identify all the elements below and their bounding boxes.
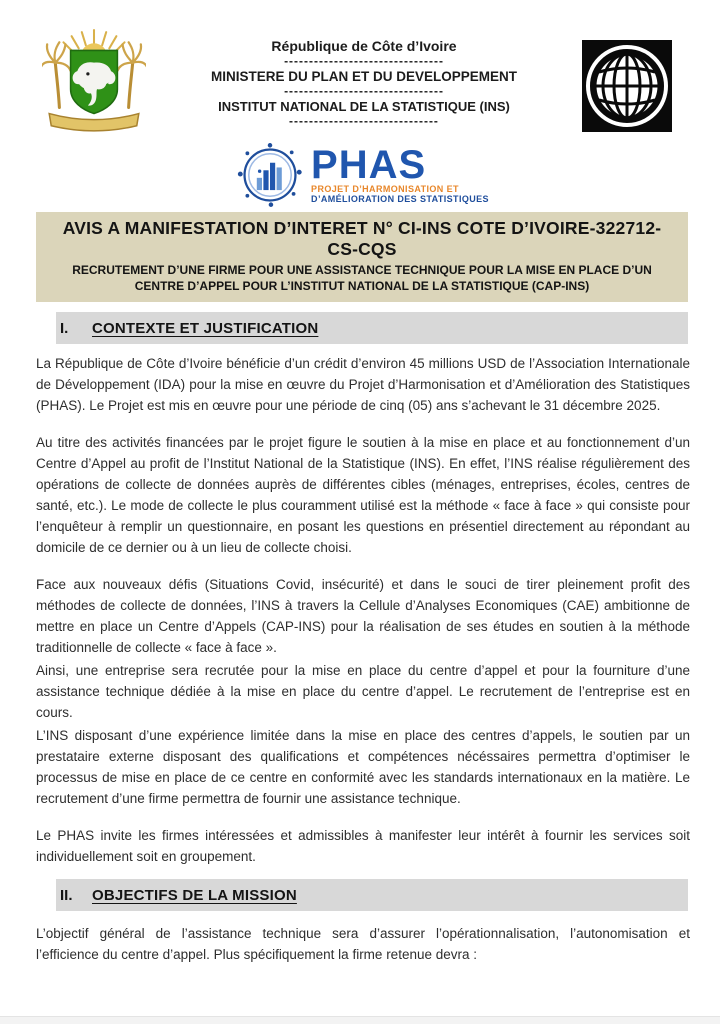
institute-title: INSTITUT NATIONAL DE LA STATISTIQUE (INS) (218, 99, 510, 114)
phas-tagline-line1: PROJET D’HARMONISATION ET (311, 183, 459, 194)
paragraph: Le PHAS invite les firmes intéressées et admissibles à manifester leur intérêt à fournir les services soit individuellement soit en groupement. (36, 828, 690, 864)
phas-logo (36, 140, 690, 210)
document-header (36, 26, 690, 138)
paragraph: Au titre des activités financées par le projet figure le soutien à la mise en place et au fonctionnement d’un Centre d’Appel au profit de l’Institut National de la Statistique (INS). En effet, l’INS réalise régulièrement des opérations de collecte de données auprès de différentes cibles (ménages, entreprises, écoles, centres de santé, etc.). Le mode de collecte le plus couramment utilisé est la méthode « face à face » qui consiste pour l’enquêteur à remplir un questionnaire, en posant les questions en présentiel directement au répondant au domicile de ce dernier ou à un lieu de collecte choisi. (36, 435, 690, 555)
section-heading-objectifs (56, 879, 688, 911)
paragraph: Face aux nouveaux défis (Situations Covid, insécurité) et dans le souci de tirer pleinement profit des méthodes de collecte de données, l’INS à travers la Cellule d’Analyses Economiques (CAE) ambitionne de mettre en place un Centre d’Appels (CAP-INS) pour la réalisation de ses études en soutien à la méthode traditionnelle de collecte « face à face ». (36, 577, 690, 655)
separator-dashes: ------------------------------ (289, 114, 439, 128)
notice-title-banner (36, 212, 688, 302)
phas-acronym: PHAS (311, 142, 427, 187)
phas-barchart-icon (237, 142, 303, 208)
paragraph: L’INS disposant d’une expérience limitée dans la mise en place des centres d’appels, le soutien par un prestataire externe disposant des qualifications et compétences nécéssaires permettra d’optimiser le processus de mise en place de ce centre en conformité avec les standards internationaux en la matière. Le recrutement d’une firme permettra de fournir une assistance technique. (36, 728, 690, 806)
cote-divoire-coat-of-arms-icon (42, 26, 146, 138)
notice-title: AVIS A MANIFESTATION D’INTERET N° CI-INS COTE D’IVOIRE-322712-CS-CQS (62, 218, 662, 259)
section-title: OBJECTIFS DE LA MISSION (92, 886, 297, 904)
section-objectifs-body (36, 923, 690, 965)
world-bank-globe-icon (582, 40, 672, 132)
section-number: II. (60, 886, 73, 904)
page-bottom-edge (0, 1016, 720, 1024)
section-title: CONTEXTE ET JUSTIFICATION (92, 319, 319, 337)
separator-dashes: -------------------------------- (284, 54, 444, 68)
paragraph: La République de Côte d’Ivoire bénéficie d’un crédit d’environ 45 millions USD de l’Association Internationale de Développement (IDA) pour la mise en œuvre du Projet d’Harmonisation et d’Amélioration des Statistiques (PHAS). Le Projet est mis en œuvre pour une période de cinq (05) ans s’achevant le 31 décembre 2025. (36, 356, 690, 413)
phas-wordmark (311, 142, 489, 204)
section-contexte-body (36, 353, 690, 867)
section-number: I. (60, 319, 69, 337)
ministry-title: MINISTERE DU PLAN ET DU DEVELOPPEMENT (210, 69, 518, 84)
paragraph: L’objectif général de l’assistance technique sera d’assurer l’opérationnalisation, l’autonomisation et l’efficience du centre d’appel. Plus spécifiquement la firme retenue devra : (36, 926, 690, 962)
notice-subtitle: RECRUTEMENT D’UNE FIRME POUR UNE ASSISTANCE TECHNIQUE POUR LA MISE EN PLACE D’UN CENTRE D’APPEL POUR L’INSTITUT NATIONAL DE LA STATISTIQUE (CAP-INS) (72, 263, 652, 293)
separator-dashes: -------------------------------- (284, 84, 444, 98)
republic-title: République de Côte d’Ivoire (271, 38, 457, 54)
header-titles (146, 26, 582, 129)
paragraph: Ainsi, une entreprise sera recrutée pour la mise en place du centre d’appel et pour la fourniture d’une assistance technique dédiée à la mise en place du centre d’appel. Le recrutement de l’entreprise est en cours. (36, 663, 690, 720)
phas-tagline-line2: D’AMÉLIORATION DES STATISTIQUES (311, 193, 489, 204)
section-heading-contexte (56, 312, 688, 344)
